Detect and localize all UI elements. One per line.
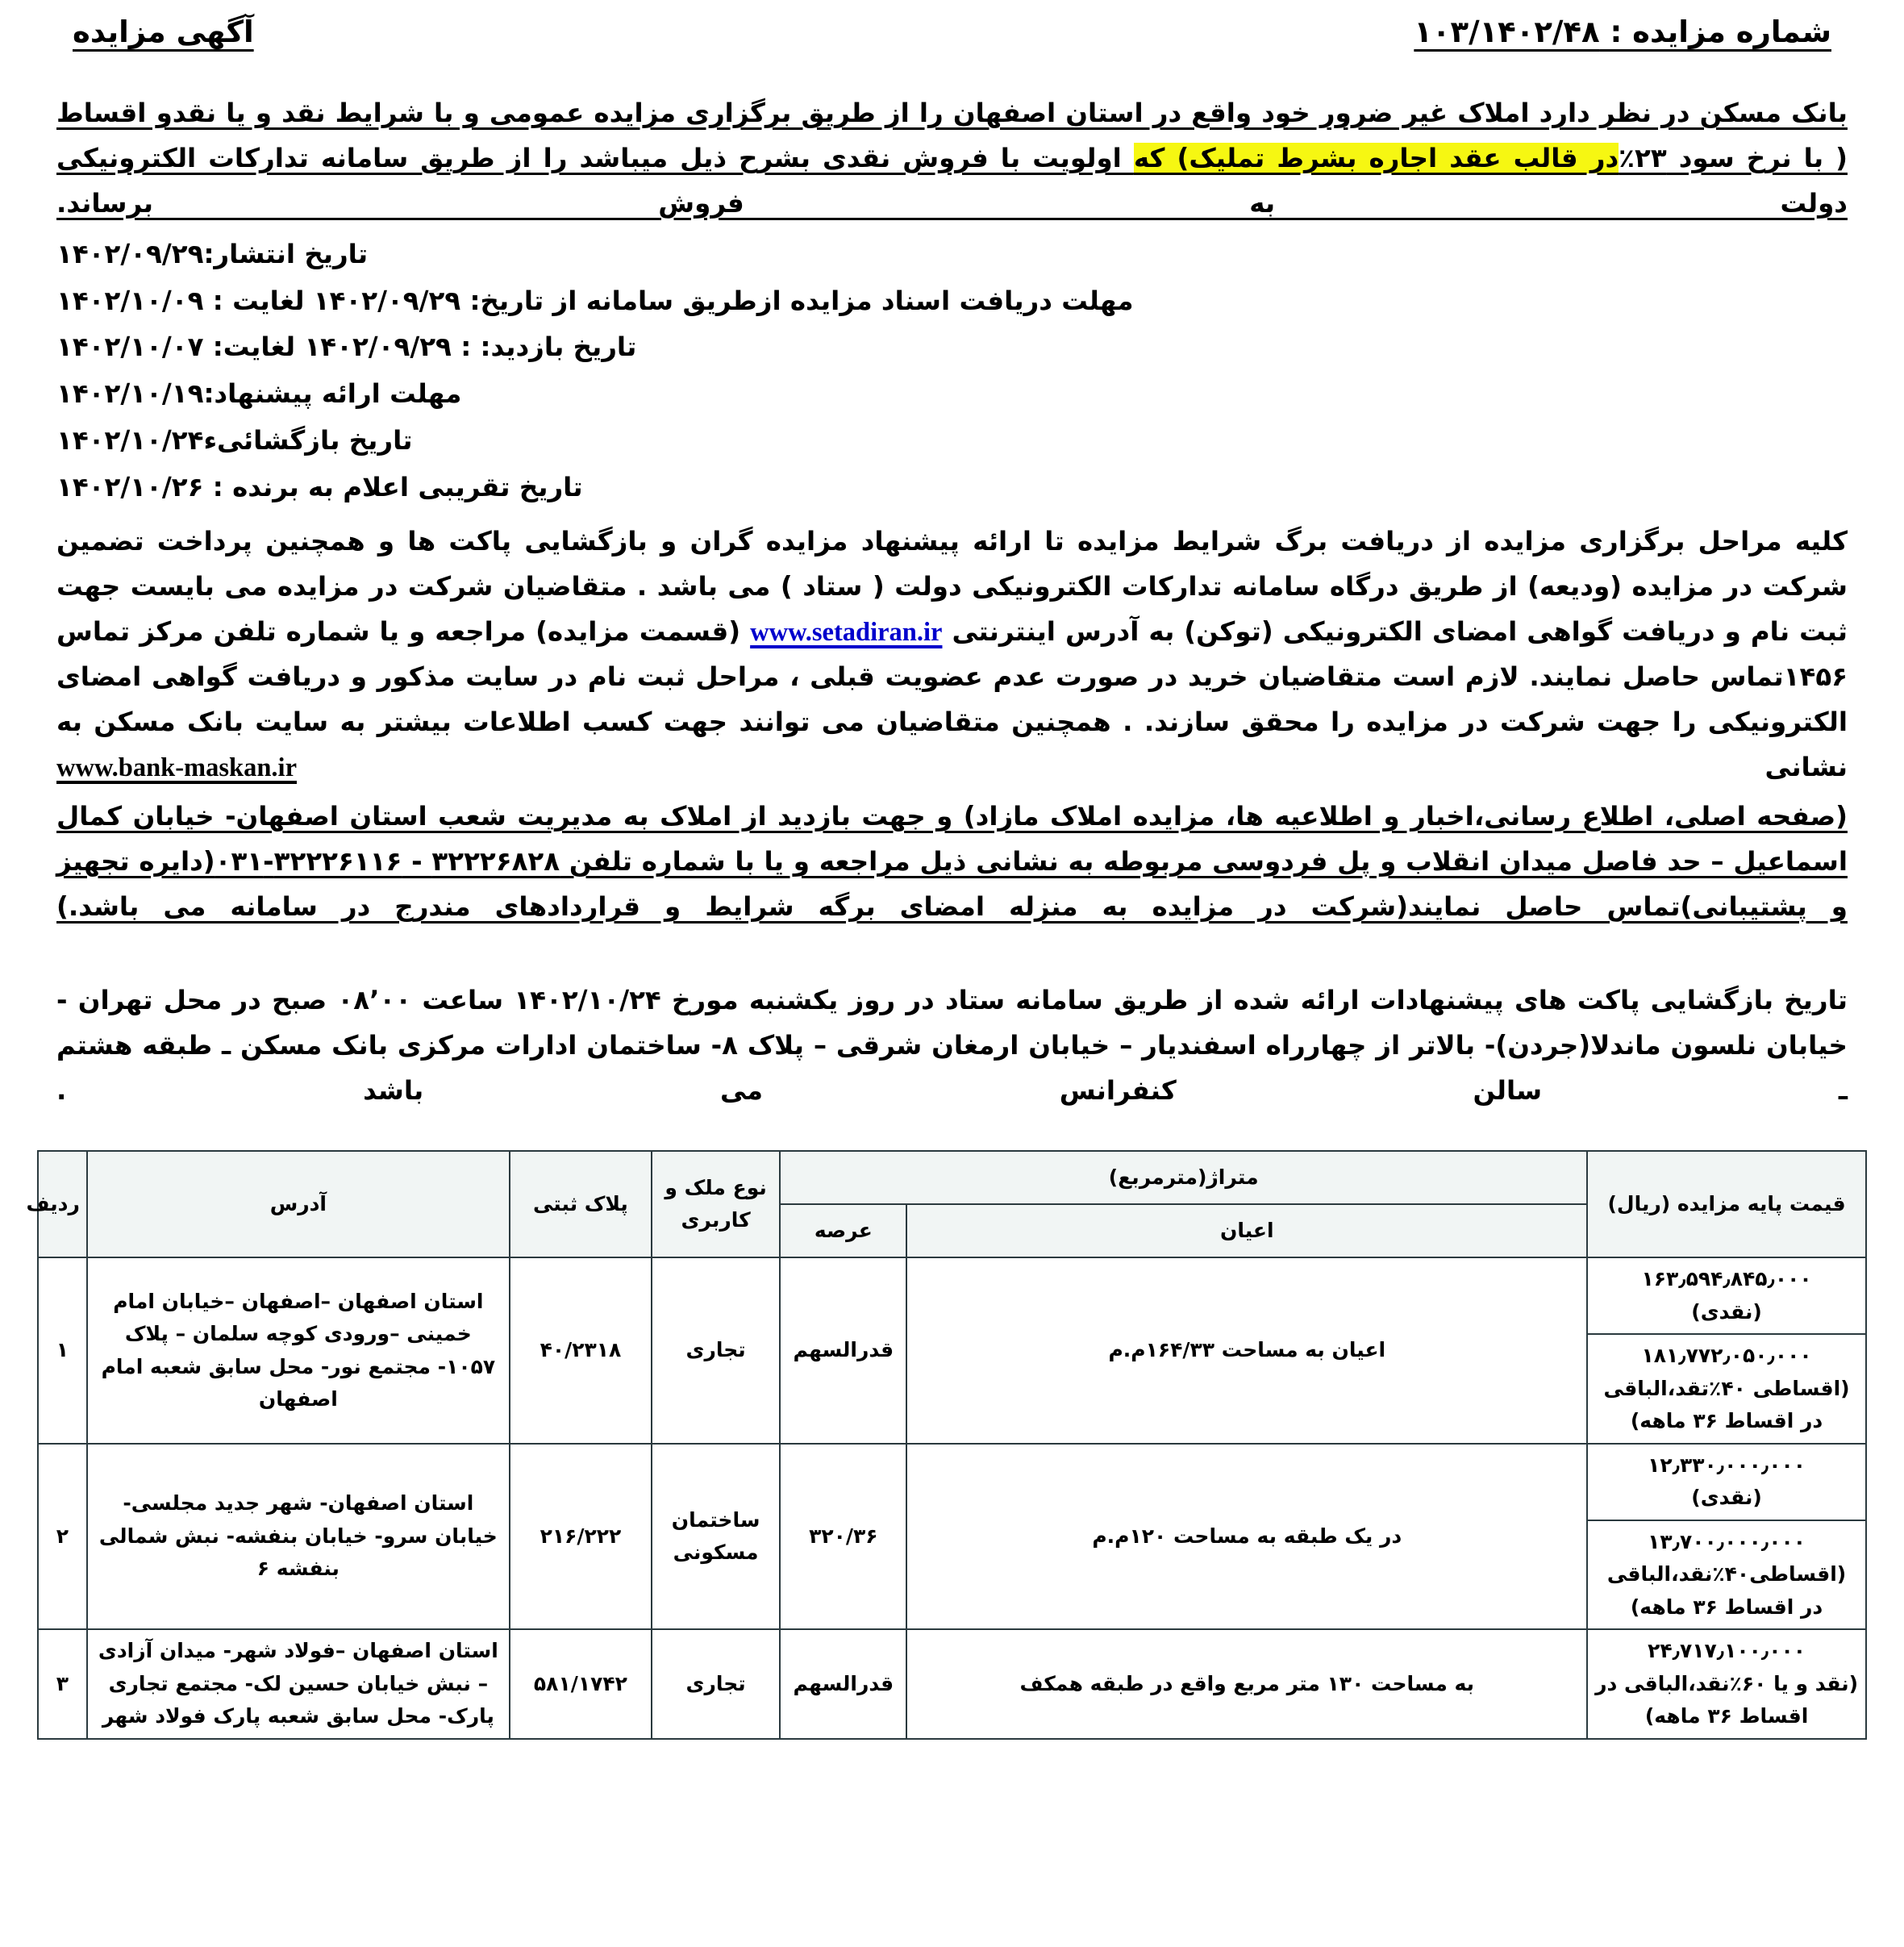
date-proposal: مهلت ارائه پیشنهاد:۱۴۰۲/۱۰/۱۹ — [56, 378, 462, 410]
cell-type: ساختمان مسکونی — [652, 1444, 780, 1630]
table-row — [38, 1629, 1866, 1739]
cell-radif: ۲ — [38, 1444, 87, 1630]
price-cash-amount: ۱۲٫۳۳۰٫۰۰۰٫۰۰۰ — [1648, 1453, 1806, 1477]
setadiran-link[interactable]: www.setadiran.ir — [750, 617, 943, 647]
key-dates-block — [24, 231, 1880, 511]
cell-arseh: قدرالسهم — [780, 1629, 906, 1739]
th-type: نوع ملک و کاربری — [652, 1151, 780, 1257]
table-header-row-1 — [38, 1151, 1866, 1204]
cell-type: تجاری — [652, 1257, 780, 1444]
intro-text-part2: اولویت با فروش نقدی بشرح ذیل میباشد را از طریق سامانه تدارکات الکترونیکی دولت به فروش برساند. — [56, 142, 1848, 219]
cell-ayan: اعیان به مساحت ۱۶۴/۳۳م.م — [906, 1257, 1587, 1444]
bank-maskan-link[interactable]: www.bank-maskan.ir — [56, 753, 297, 783]
th-radif: ردیف — [38, 1151, 87, 1257]
cell-address: استان اصفهان –فولاد شهر- میدان آزادی – نبش خیابان حسین لک- مجتمع تجاری پارک- محل سابق شعبه پارک فولاد شهر — [87, 1629, 510, 1739]
price-installment-note: (اقساطی ۴۰٪تقد،الباقی در اقساط ۳۶ ماهه) — [1603, 1376, 1850, 1433]
cell-plak: ۲۱۶/۲۲۲ — [510, 1444, 652, 1630]
cell-price-cash — [1587, 1444, 1866, 1520]
opening-location-paragraph — [24, 978, 1880, 1114]
opening-location-text: تاریخ بازگشایی پاکت های پیشنهادات ارائه شده از طریق سامانه ستاد در روز یکشنبه مورخ ۱۴۰۲/۱۰/۲۴ ساعت ۰۸٬۰۰ صبح در محل تهران - خیابان نلسون ماندلا(جردن)- بالاتر از چهارراه اسفندیار – خیابان ارمغان شرقی – پلاک ۸- ساختمان ادارات مرکزی بانک مسکن ـ طبقه هشتم ـ سالن کنفرانس می باشد . — [56, 984, 1848, 1106]
table-body — [38, 1257, 1866, 1739]
cell-address: استان اصفهان –اصفهان –خیابان امام خمینی –ورودی کوچه سلمان – پلاک ۱۰۵۷- مجتمع نور- محل سابق شعبه امام اصفهان — [87, 1257, 510, 1444]
date-opening: تاریخ بازگشائیء۱۴۰۲/۱۰/۲۴ — [56, 425, 413, 457]
cell-type: تجاری — [652, 1629, 780, 1739]
cell-price-installment — [1587, 1334, 1866, 1444]
price-single-amount: ۲۴٫۷۱۷٫۱۰۰٫۰۰۰ — [1648, 1639, 1806, 1663]
cell-price-installment — [1587, 1520, 1866, 1630]
th-arseh: عرصه — [780, 1204, 906, 1257]
document-header — [24, 15, 1880, 49]
table-head — [26, 1151, 1866, 1257]
cell-arseh: ۳۲۰/۳۶ — [780, 1444, 906, 1630]
cell-radif: ۱ — [38, 1257, 87, 1444]
th-metraj: متراژ(مترمربع) — [780, 1151, 1587, 1204]
price-cash-note: (نقدی) — [1691, 1299, 1762, 1324]
price-cash-amount: ۱۶۳٫۵۹۴٫۸۴۵٫۰۰۰ — [1641, 1267, 1812, 1291]
th-price: قیمت پایه مزایده (ریال) — [1587, 1151, 1866, 1257]
date-winner: تاریخ تقریبی اعلام به برنده : ۱۴۰۲/۱۰/۲۶ — [56, 471, 583, 502]
th-address: آدرس — [87, 1151, 510, 1257]
intro-paragraph — [24, 91, 1880, 227]
cell-ayan: در یک طبقه به مساحت ۱۲۰م.م — [906, 1444, 1587, 1630]
page-title: آگهی مزایده — [73, 15, 254, 49]
cell-price-single — [1587, 1629, 1866, 1739]
cell-arseh: قدرالسهم — [780, 1257, 906, 1444]
property-table-wrapper — [24, 1150, 1880, 1740]
price-single-note: (نقد و یا ۶۰٪نقد،الباقی در اقساط ۳۶ ماهه) — [1595, 1671, 1859, 1728]
date-documents: مهلت دریافت اسناد مزایده ازطریق سامانه از تاریخ: ۱۴۰۲/۰۹/۲۹ لغایت : ۱۴۰۲/۱۰/۰۹ — [56, 285, 1134, 316]
th-ayan: اعیان — [906, 1204, 1587, 1257]
cell-radif: ۳ — [38, 1629, 87, 1739]
price-installment-note: (اقساطی۴۰٪نقد،الباقی در اقساط ۳۶ ماهه) — [1606, 1562, 1847, 1619]
price-cash-note: (نقدی) — [1691, 1486, 1762, 1510]
table-row — [38, 1257, 1866, 1334]
intro-text-part1: بانک مسکن در نظر دارد املاک غیر ضرور خود واقع در استان اصفهان را از طریق برگزاری مزایده عمومی و با شرایط نقد و یا نقدو اقساط ( با نرخ سود ۲۳٪ — [56, 98, 1848, 173]
cell-plak: ۴۰/۲۳۱۸ — [510, 1257, 652, 1444]
date-visit: تاریخ بازدید: : ۱۴۰۲/۰۹/۲۹ لغایت: ۱۴۰۲/۱۰/۰۷ — [56, 331, 637, 363]
procedure-paragraph — [24, 519, 1880, 791]
th-plak: پلاک ثبتی — [510, 1151, 652, 1257]
cell-ayan: به مساحت ۱۳۰ متر مربع واقع در طبقه همکف — [906, 1629, 1587, 1739]
intro-highlight: در قالب عقد اجاره بشرط تملیک) که — [1133, 142, 1619, 173]
cell-plak: ۵۸۱/۱۷۴۲ — [510, 1629, 652, 1739]
property-table — [26, 1150, 1867, 1740]
cell-address: استان اصفهان- شهر جدید مجلسی- خیابان سرو- خیابان بنفشه- نبش شمالی بنفشه ۶ — [87, 1444, 510, 1630]
procedure-text-part1: کلیه مراحل برگزاری مزایده از دریافت برگ شرایط مزایده تا ارائه پیشنهاد مزایده گران و بازگشایی پاکت ها و همچنین پرداخت تضمین شرکت در مزایده (ودیعه) از طریق درگاه سامانه تدارکات الکترونیکی دولت ( ستاد ) می باشد . متقاضیان شرکت در مزایده می بایست جهت ثبت نام و دریافت گواهی امضای الکترونیکی (توکن) به آدرس اینترنتی — [56, 525, 1848, 647]
price-installment-amount: ۱۳٫۷۰۰٫۰۰۰٫۰۰۰ — [1648, 1529, 1806, 1553]
auction-number: شماره مزایده : ۱۰۳/۱۴۰۲/۴۸ — [1414, 15, 1831, 49]
price-installment-amount: ۱۸۱٫۷۷۲٫۰۵۰٫۰۰۰ — [1641, 1344, 1812, 1368]
contact-text: (صفحه اصلی، اطلاع رسانی،اخبار و اطلاعیه ها، مزایده املاک مازاد) و جهت بازدید از املاک به مدیریت شعب استان اصفهان- خیابان کمال اسماعیل – حد فاصل میدان انقلاب و پل فردوسی مربوطه به نشانی ذیل مراجعه و یا با شماره تلفن ۳۲۲۲۶۸۲۸ - ۳۲۲۲۶۱۱۶-۰۳۱(دایره تجهیز و پشتیبانی)تماس حاصل نمایند(شرکت در مزایده به منزله امضای برگه شرایط و قراردادهای مندرج در سامانه می باشد.) — [56, 801, 1848, 922]
procedure-text-part2: (قسمت مزایده) مراجعه و یا شماره تلفن مرکز تماس ۱۴۵۶تماس حاصل نمایند. لازم است متقاضیان خرید در صورت عدم عضویت قبلی ، مراحل ثبت نام در سایت مذکور و دریافت گواهی امضای الکترونیکی را جهت شرکت در مزایده را محقق سازند. . همچنین متقاضیان می توانند جهت کسب اطلاعات بیشتر به سایت بانک مسکن به نشانی — [56, 615, 1848, 783]
contact-paragraph — [24, 794, 1880, 930]
table-row — [38, 1444, 1866, 1520]
date-publish: تاریخ انتشار:۱۴۰۲/۰۹/۲۹ — [56, 238, 369, 269]
cell-price-cash — [1587, 1257, 1866, 1334]
